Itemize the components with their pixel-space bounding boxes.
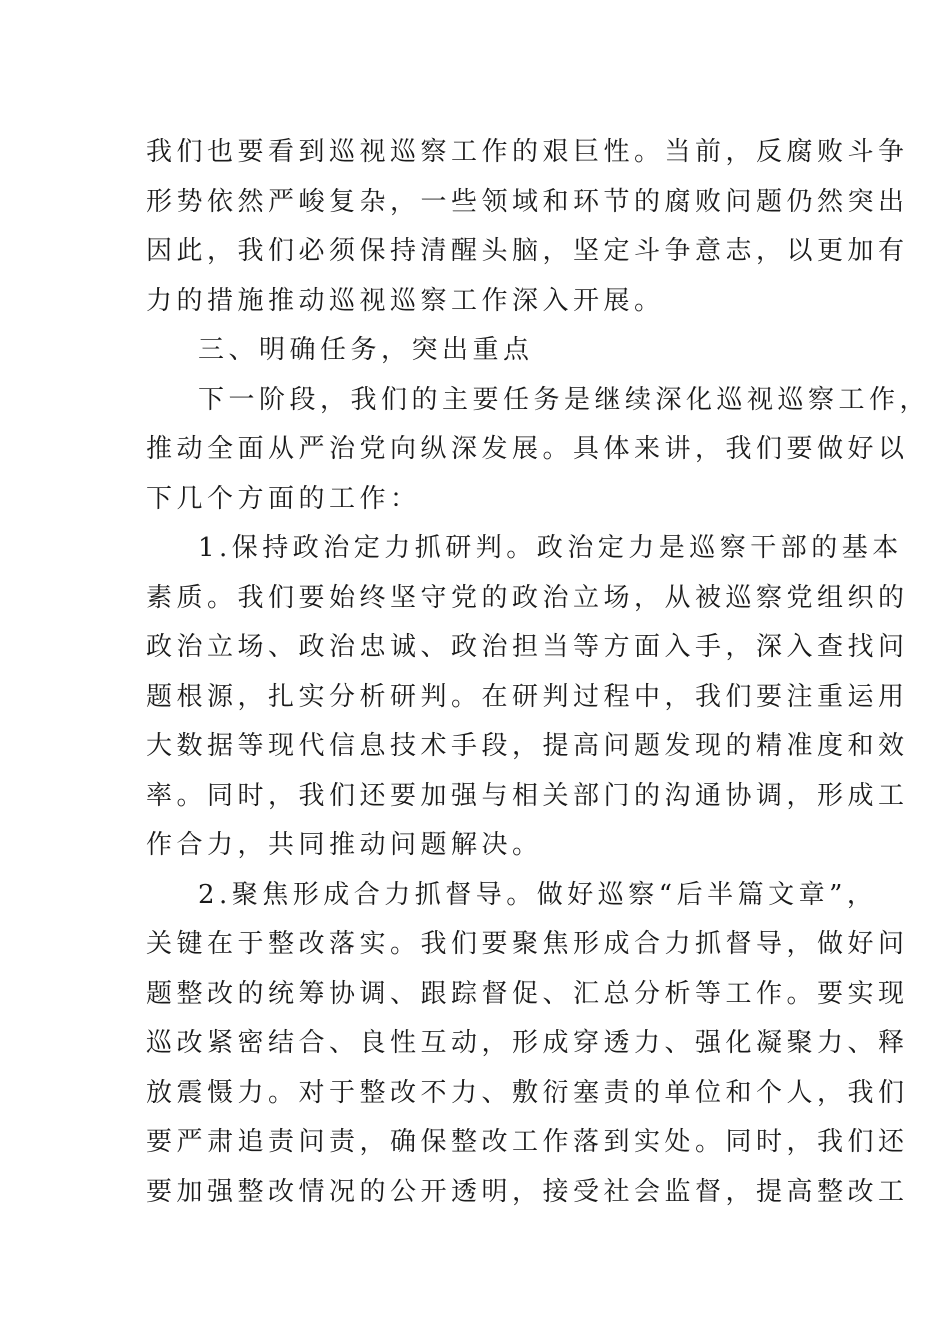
text-line: 题整改的统筹协调、跟踪督促、汇总分析等工作。要实现 [146, 978, 909, 1009]
text-line: 素质。我们要始终坚守党的政治立场，从被巡察党组织的 [146, 582, 909, 613]
text-line: 作合力，共同推动问题解决。 [146, 830, 543, 860]
text-line: 放震慑力。对于整改不力、敷衍塞责的单位和个人，我们 [146, 1077, 909, 1108]
text-line: 推动全面从严治党向纵深发展。具体来讲，我们要做好以 [146, 434, 909, 464]
text-line: 要严肃追责问责，确保整改工作落到实处。同时，我们还 [146, 1127, 909, 1157]
text-line: 下一阶段，我们的主要任务是继续深化巡视巡察工作， [198, 384, 931, 415]
text-line: 大数据等现代信息技术手段，提高问题发现的精准度和效 [146, 731, 909, 761]
text-line: 率。同时，我们还要加强与相关部门的沟通协调，形成工 [146, 780, 909, 811]
list-item-heading: 2.聚焦形成合力抓督导。做好巡察“后半篇文章”， [198, 879, 878, 910]
text-line: 力的措施推动巡视巡察工作深入开展。 [146, 285, 665, 316]
text-line: 巡改紧密结合、良性互动，形成穿透力、强化凝聚力、释 [146, 1028, 909, 1058]
text-line: 政治立场、政治忠诚、政治担当等方面入手，深入查找问 [146, 632, 909, 662]
text-line: 我们也要看到巡视巡察工作的艰巨性。当前，反腐败斗争 [146, 137, 909, 167]
text-line: 要加强整改情况的公开透明，接受社会监督，提高整改工 [146, 1176, 909, 1207]
text-line: 下几个方面的工作： [146, 483, 421, 514]
text-line: 题根源，扎实分析研判。在研判过程中，我们要注重运用 [146, 681, 909, 712]
text-line: 形势依然严峻复杂，一些领域和环节的腐败问题仍然突出 [146, 186, 909, 217]
text-line: 关键在于整改落实。我们要聚焦形成合力抓督导，做好问 [146, 929, 909, 959]
list-item-heading: 1.保持政治定力抓研判。政治定力是巡察干部的基本 [198, 533, 903, 563]
document-body [146, 128, 931, 1217]
section-heading: 三、明确任务，突出重点 [198, 335, 534, 365]
text-line: 因此，我们必须保持清醒头脑，坚定斗争意志，以更加有 [146, 236, 909, 266]
